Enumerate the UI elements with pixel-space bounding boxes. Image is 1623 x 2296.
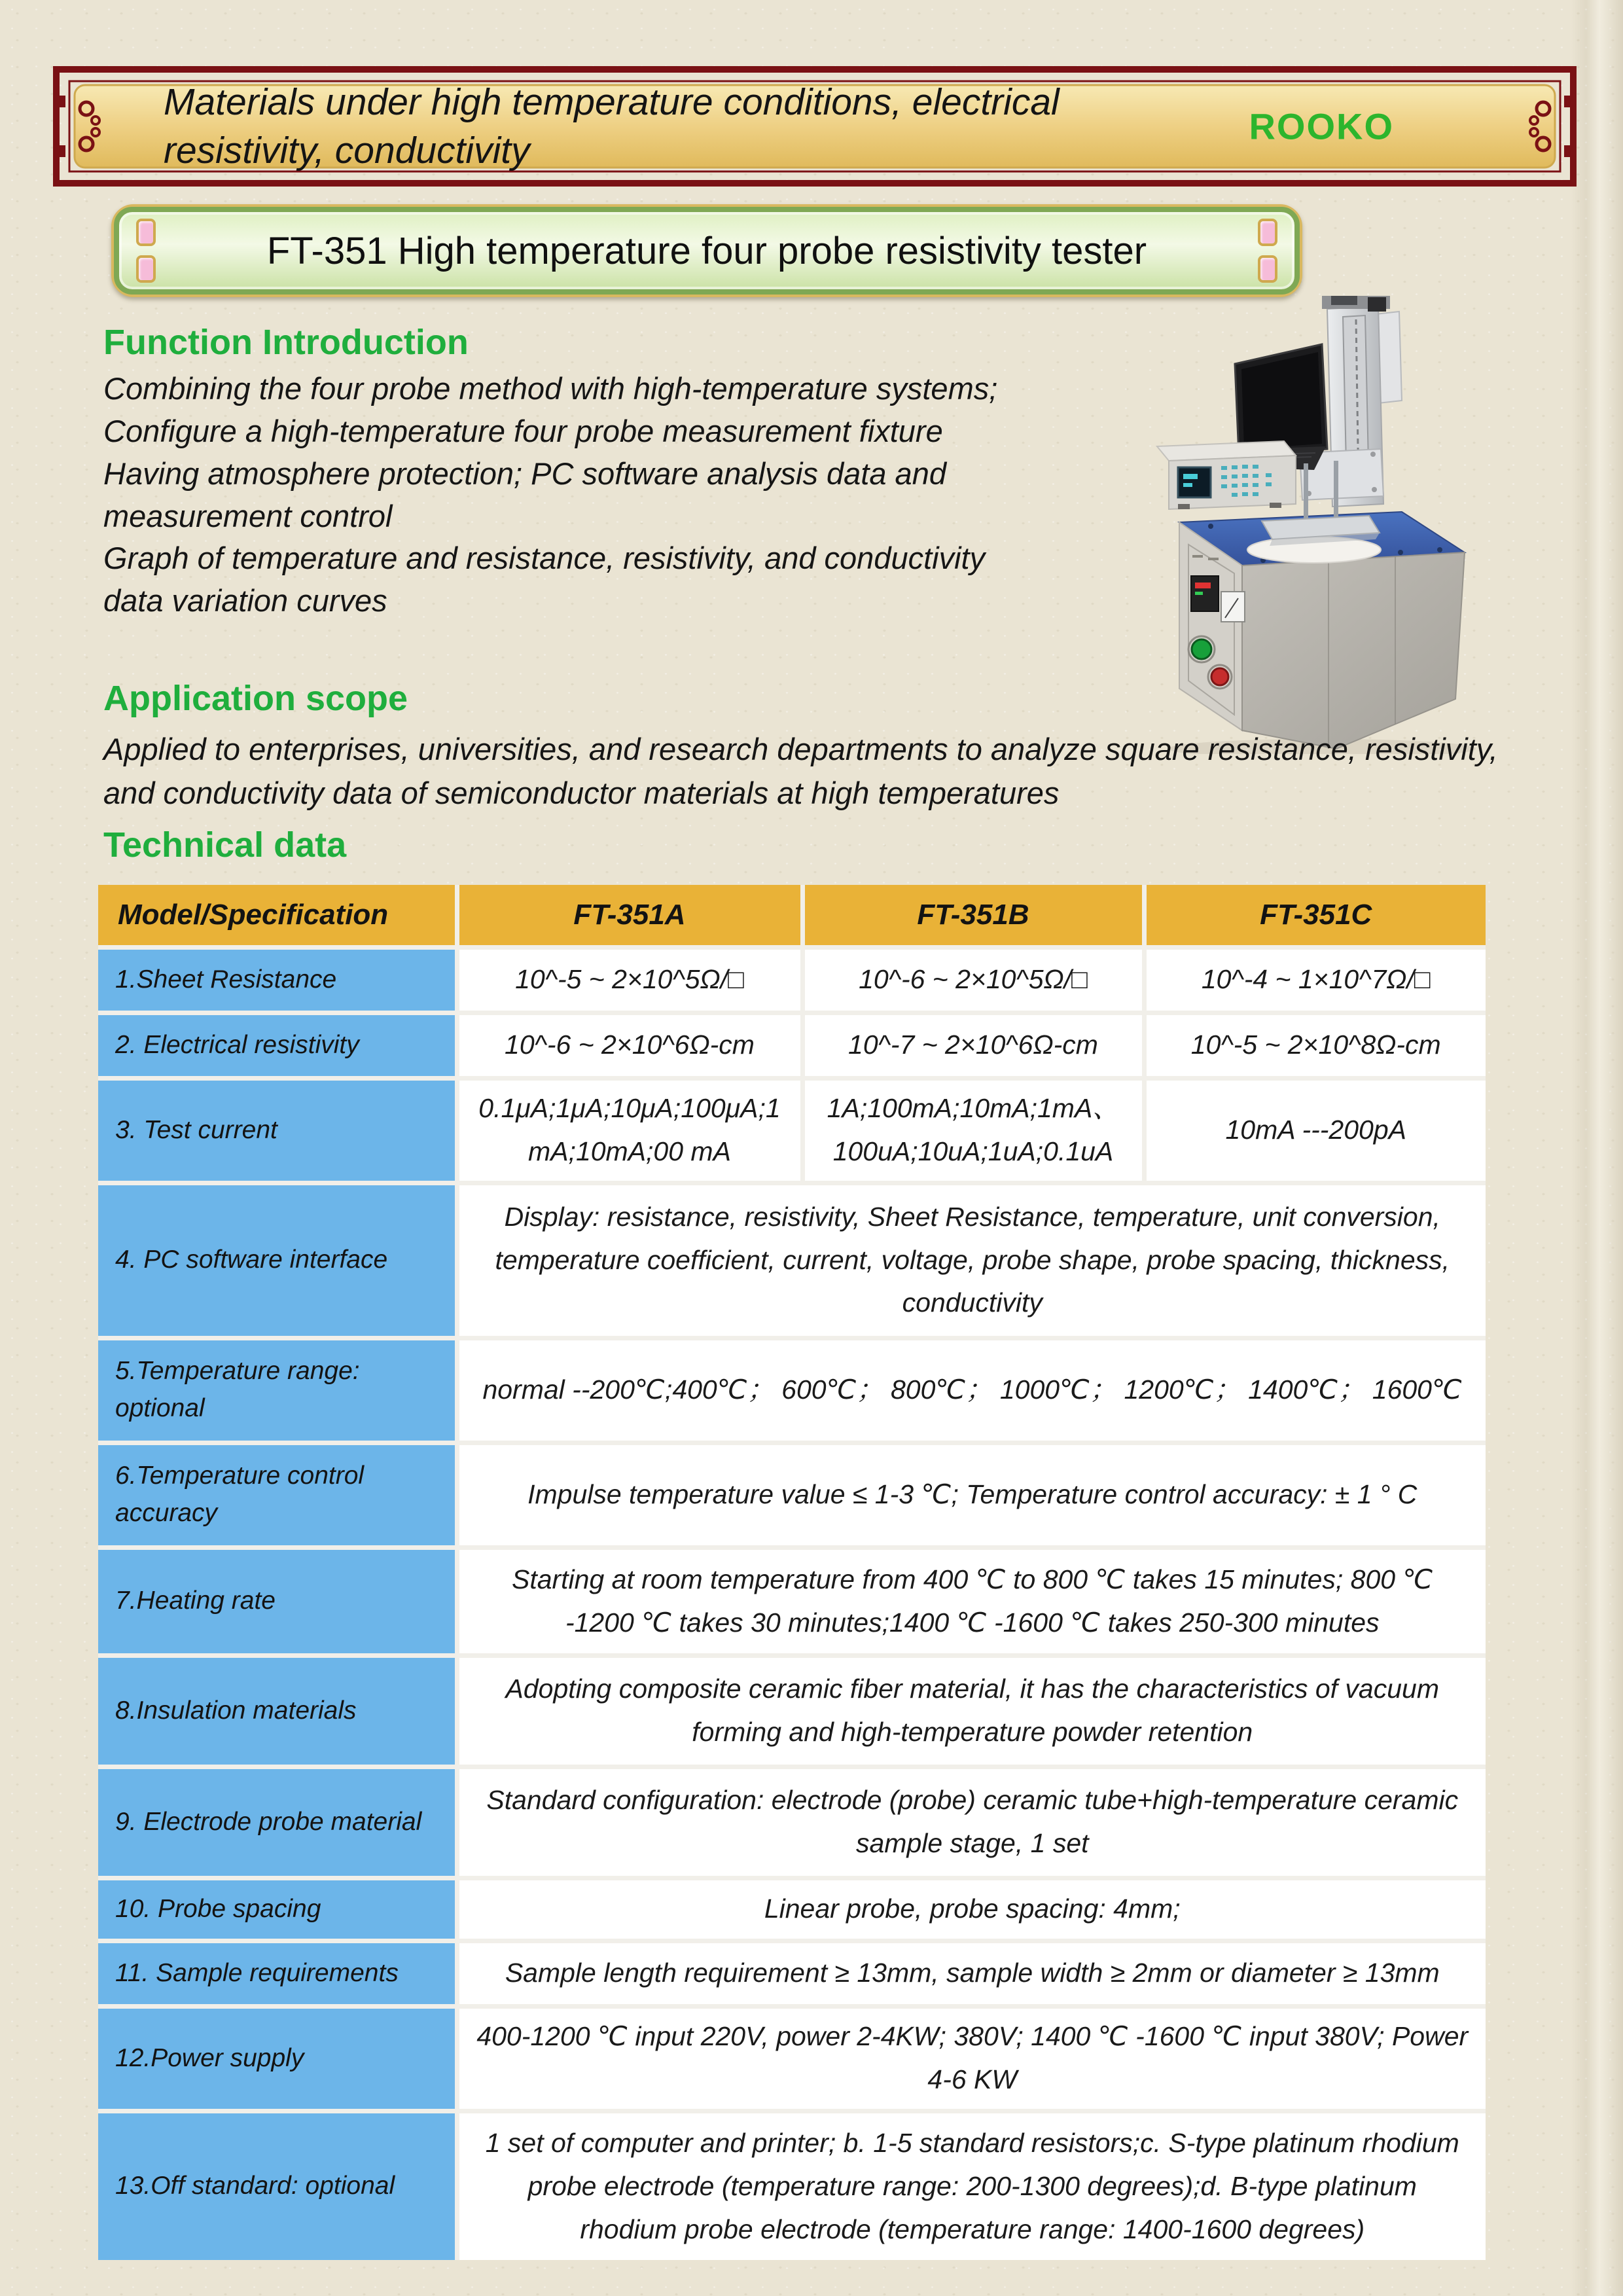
column-header-ft351b: FT-351B bbox=[802, 885, 1144, 947]
row-label: 7.Heating rate bbox=[98, 1547, 457, 1655]
row-label: 10. Probe spacing bbox=[98, 1878, 457, 1941]
table-row bbox=[98, 1655, 1486, 1767]
cell-value: 10^-6 ~ 2×10^5Ω/□ bbox=[802, 947, 1144, 1013]
cell-value: Linear probe, probe spacing: 4mm; bbox=[457, 1878, 1486, 1941]
corner-pin-icon bbox=[1258, 219, 1277, 246]
table-row bbox=[98, 1183, 1486, 1338]
table-row bbox=[98, 1941, 1486, 2006]
cell-value: 10^-6 ~ 2×10^6Ω-cm bbox=[457, 1013, 802, 1078]
row-label: 5.Temperature range: optional bbox=[98, 1338, 457, 1443]
corner-pin-icon bbox=[136, 255, 156, 283]
brand-logo: ROOKO bbox=[1249, 105, 1394, 147]
cell-value: 10^-5 ~ 2×10^8Ω-cm bbox=[1144, 1013, 1486, 1078]
table-row bbox=[98, 1338, 1486, 1443]
cell-value: 10mA ---200pA bbox=[1144, 1078, 1486, 1183]
table-row bbox=[98, 2111, 1486, 2260]
paragraph: Combining the four probe method with high-temperature systems; Configure a high-temperature four probe measurement fixture bbox=[103, 371, 998, 448]
cell-value: Sample length requirement ≥ 13mm, sample width ≥ 2mm or diameter ≥ 13mm bbox=[457, 1941, 1486, 2006]
paragraph: Having atmosphere protection; PC software analysis data and measurement control bbox=[103, 456, 946, 533]
cell-value: Impulse temperature value ≤ 1-3 ℃; Temperature control accuracy: ± 1 ° C bbox=[457, 1443, 1486, 1547]
row-label: 6.Temperature control accuracy bbox=[98, 1443, 457, 1547]
paragraph: Graph of temperature and resistance, resistivity, and conductivity data variation curves bbox=[103, 541, 986, 619]
row-label: 2. Electrical resistivity bbox=[98, 1013, 457, 1078]
cell-value: 10^-4 ~ 1×10^7Ω/□ bbox=[1144, 947, 1486, 1013]
table-row bbox=[98, 1013, 1486, 1078]
heading-function-introduction: Function Introduction bbox=[103, 323, 469, 362]
row-label: 12.Power supply bbox=[98, 2006, 457, 2111]
application-scope-text: Applied to enterprises, universities, and research departments to analyze square resistance, resistivity, and conductivity data of semiconductor materials at high temperatures bbox=[103, 732, 1498, 810]
table-header-row bbox=[98, 885, 1486, 947]
banner-title: Materials under high temperature conditions, electrical resistivity, conductivity bbox=[164, 81, 1060, 171]
red-stop-button bbox=[1211, 668, 1228, 685]
heading-application-scope: Application scope bbox=[103, 679, 408, 718]
cell-value: Starting at room temperature from 400 ℃ to 800 ℃ takes 15 minutes; 800 ℃ -1200 ℃ takes 30 minutes;1400 ℃ -1600 ℃ takes 250-300 minutes bbox=[457, 1547, 1486, 1655]
product-title: FT-351 High temperature four probe resistivity tester bbox=[266, 229, 1147, 272]
row-label: 8.Insulation materials bbox=[98, 1655, 457, 1767]
column-header-model: Model/Specification bbox=[98, 885, 457, 947]
product-photo bbox=[1106, 296, 1571, 754]
table-row bbox=[98, 1547, 1486, 1655]
cell-value: normal --200℃;400℃； 600℃； 800℃； 1000℃； 1200℃； 1400℃； 1600℃ bbox=[457, 1338, 1486, 1443]
cell-value: 1A;100mA;10mA;1mA、 100uA;10uA;1uA;0.1uA bbox=[802, 1078, 1144, 1183]
row-label: 9. Electrode probe material bbox=[98, 1767, 457, 1878]
cell-value: Display: resistance, resistivity, Sheet Resistance, temperature, unit conversion, temperature coefficient, current, voltage, probe shape, probe spacing, thickness, conductivity bbox=[457, 1183, 1486, 1338]
corner-pin-icon bbox=[136, 219, 156, 246]
tester-illustration bbox=[1106, 296, 1571, 754]
green-power-button bbox=[1192, 639, 1211, 659]
table-row bbox=[98, 2006, 1486, 2111]
table-row bbox=[98, 1443, 1486, 1547]
table-row bbox=[98, 1767, 1486, 1878]
row-label: 4. PC software interface bbox=[98, 1183, 457, 1338]
cell-value: Adopting composite ceramic fiber material, it has the characteristics of vacuum forming and high-temperature powder retention bbox=[457, 1655, 1486, 1767]
row-label: 3. Test current bbox=[98, 1078, 457, 1183]
row-label: 13.Off standard: optional bbox=[98, 2111, 457, 2260]
corner-pin-icon bbox=[1258, 255, 1277, 283]
table-row bbox=[98, 1878, 1486, 1941]
cell-value: Standard configuration: electrode (probe) ceramic tube+high-temperature ceramic sample stage, 1 set bbox=[457, 1767, 1486, 1878]
header-banner bbox=[52, 65, 1577, 187]
furnace-front-face bbox=[1242, 552, 1465, 749]
product-title-banner bbox=[111, 204, 1302, 297]
table-row bbox=[98, 1078, 1486, 1183]
cell-value: 400-1200 ℃ input 220V, power 2-4KW; 380V; 1400 ℃ -1600 ℃ input 380V; Power 4-6 KW bbox=[457, 2006, 1486, 2111]
cell-value: 1 set of computer and printer; b. 1-5 standard resistors;c. S-type platinum rhodium probe electrode (temperature range: 200-1300 degrees);d. B-type platinum rhodium probe electrode (temperature range: 1400-1600 degrees) bbox=[457, 2111, 1486, 2260]
cell-value: 10^-5 ~ 2×10^5Ω/□ bbox=[457, 947, 802, 1013]
controller-unit bbox=[1157, 441, 1296, 509]
column-header-ft351a: FT-351A bbox=[457, 885, 802, 947]
row-label: 1.Sheet Resistance bbox=[98, 947, 457, 1013]
function-introduction-text bbox=[103, 368, 1033, 622]
product-title-plate bbox=[114, 207, 1300, 295]
cell-value: 10^-7 ~ 2×10^6Ω-cm bbox=[802, 1013, 1144, 1078]
technical-data-table bbox=[98, 885, 1486, 2260]
row-label: 11. Sample requirements bbox=[98, 1941, 457, 2006]
controller-screen bbox=[1178, 467, 1211, 497]
heading-technical-data: Technical data bbox=[103, 825, 347, 865]
column-header-ft351c: FT-351C bbox=[1144, 885, 1486, 947]
cell-value: 0.1μA;1μA;10μA;100μA;1 mA;10mA;00 mA bbox=[457, 1078, 802, 1183]
table-row bbox=[98, 947, 1486, 1013]
